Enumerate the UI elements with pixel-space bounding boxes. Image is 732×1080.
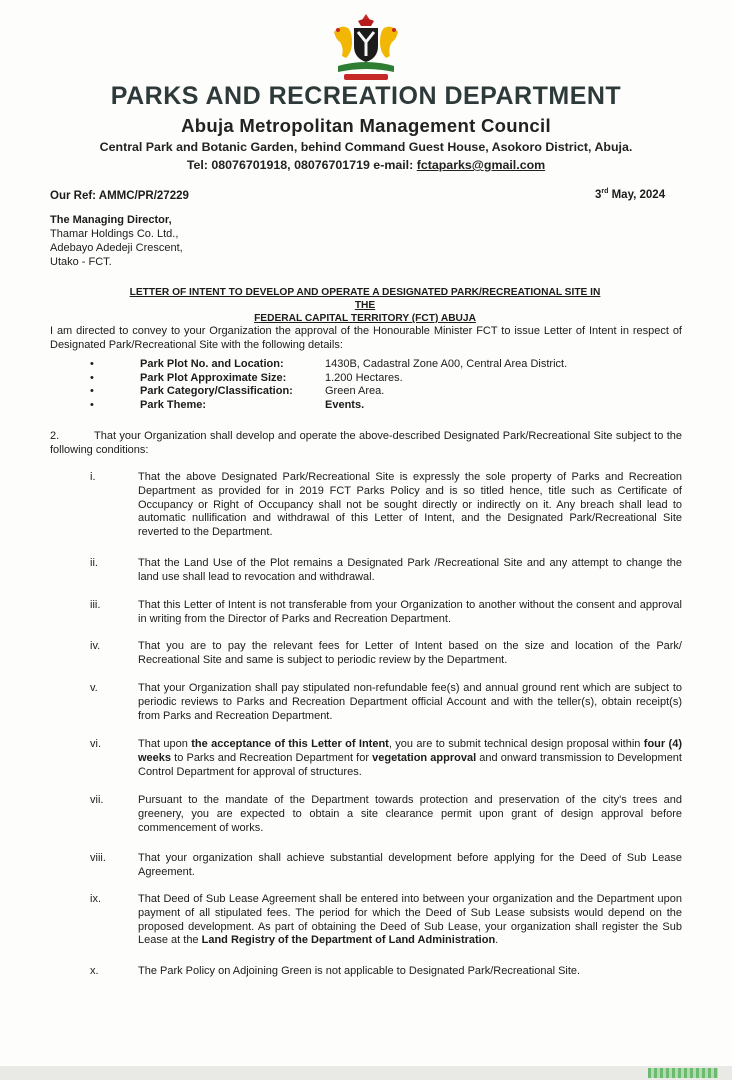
bullet-icon: • — [90, 385, 94, 397]
bold-run: Land Registry of the Department of Land Administration — [201, 934, 496, 947]
watermark-pattern — [648, 1068, 718, 1078]
text-run: That the above Designated Park/Recreational Site is expressly the sole property of Parks and Recreation Department as provided for in 2019 FCT Parks Policy and is so titled hence, title such as Certificate of Occupancy or Right of Occupancy shall not be sought directly or indirectly on it. Any breach shall lead to automatic nullification and withdrawal of this Letter of Intent, and the Designated Park/Recreational Site reverted to the Department. — [138, 471, 682, 539]
condition-text — [138, 557, 682, 585]
condition-text — [138, 471, 682, 540]
text-run: and onward transmission to Development Control Department for approval of structures. — [138, 751, 682, 778]
bullet-icon: • — [90, 358, 94, 370]
condition-text — [138, 852, 682, 880]
paragraph-2: 2. That your Organization shall develop and operate the above-described Designated Park/Recreational Site subject to the following conditions: — [50, 430, 682, 456]
condition-item: iv. That you are to pay the relevant fees for Letter of Intent based on the size and location of the Park/ Recreational Site and same is subject to periodic review by the Department. — [90, 640, 682, 666]
bullet-icon: • — [90, 398, 94, 411]
letterhead-address: Central Park and Botanic Garden, behind Command Guest House, Asokoro District, Abuja. — [99, 140, 633, 154]
text-run: to Parks and Recreation Department for — [171, 751, 373, 764]
recipient-line: The Managing Director, — [50, 214, 172, 226]
text-run: That your Organization shall pay stipulated non-refundable fee(s) and annual ground rent which are subject to periodic reviews to Parks and Recreation Department official Account and with the teller(s), obtain receipt(s) from Parks and Recreation Department. — [138, 682, 682, 722]
condition-item: vi. That upon the acceptance of this Letter of Intent, you are to submit technical design proposal within four (4) weeks to Parks and Recreation Department for vegetation approval and onward transmission to Development Control Department for approval of structures. — [90, 738, 682, 778]
detail-row: • Park Plot No. and Location: 1430B, Cadastral Zone A00, Central Area District. — [90, 358, 568, 370]
bold-run: the acceptance of this Letter of Intent — [191, 738, 389, 750]
recipient-line: Thamar Holdings Co. Ltd., — [50, 228, 179, 240]
council-name: Abuja Metropolitan Management Council — [181, 115, 551, 136]
letter-subject: LETTER OF INTENT TO DEVELOP AND OPERATE A DESIGNATED PARK/RECREATIONAL SITE IN THE FEDERAL CAPITAL TERRITORY (FCT) ABUJA — [129, 287, 601, 324]
text-run: That upon — [138, 738, 192, 750]
text-run: Pursuant to the mandate of the Department towards protection and preservation of the city's trees and greenery, you are expected to obtain a site clearance permit upon grant of design approval before commencement of works. — [138, 794, 682, 834]
condition-item: iii. That this Letter of Intent is not transferable from your Organization to another without the consent and approval in writing from the Director of Parks and Recreation Department. — [90, 599, 682, 625]
text-run: That your organization shall achieve substantial development before applying for the Deed of Sub Lease Agreement. — [138, 852, 682, 878]
condition-text — [138, 682, 682, 723]
detail-row: • Park Category/Classification: Green Area. — [90, 385, 385, 397]
condition-text — [138, 794, 682, 835]
bold-run: vegetation approval — [372, 751, 477, 764]
letterhead-contact — [0, 158, 732, 172]
condition-item: i. That the above Designated Park/Recreational Site is expressly the sole property of Parks and Recreation Department as provided for in 2019 FCT Parks Policy and is so titled hence, title such as Certificate of Occupancy or Right of Occupancy shall not be sought directly or indirectly on it. Any breach shall lead to automatic nullification and withdrawal of this Letter of Intent, and the Designated Park/Recreational Site reverted to the Department. — [90, 471, 682, 539]
text-run: . — [495, 934, 499, 947]
text-run: That you are to pay the relevant fees for Letter of Intent based on the size and location of the Park/ Recreational Site and same is subject to periodic review by the Department. — [138, 640, 682, 666]
detail-row: • Park Theme: Events. — [90, 398, 365, 411]
condition-text — [138, 965, 682, 979]
reference-number: Our Ref: AMMC/PR/27229 — [50, 190, 189, 202]
text-run: The Park Policy on Adjoining Green is not applicable to Designated Park/Recreational Site. — [138, 965, 581, 977]
recipient-address — [50, 213, 183, 269]
recipient-line: Adebayo Adedeji Crescent, — [50, 242, 183, 254]
condition-text — [138, 640, 682, 668]
text-run: That the Land Use of the Plot remains a Designated Park /Recreational Site and any attempt to change the land use shall lead to revocation and withdrawal. — [138, 557, 682, 583]
detail-row: • Park Plot Approximate Size: 1.200 Hectares. — [90, 371, 403, 384]
text-run: That this Letter of Intent is not transferable from your Organization to another without the consent and approval in writing from the Director of Parks and Recreation Department. — [138, 599, 682, 625]
telephone-text: Tel: 08076701918, 08076701719 e-mail: — [186, 158, 417, 172]
bullet-icon: • — [90, 371, 94, 384]
recipient-line: Utako - FCT. — [50, 256, 112, 268]
paragraph-number: 2. — [50, 430, 60, 442]
condition-item: ix. That Deed of Sub Lease Agreement shall be entered into between your organization and the Department upon payment of all stipulated fees. The period for which the Deed of Sub Lease subsists would depend on the proposed development. As part of obtaining the Deed of Sub Lease, your organization shall register the Sub Lease at the Land Registry of the Department of Land Administration. — [90, 893, 682, 947]
letter-date: 3rd May, 2024 — [595, 188, 666, 201]
text-run: , you are to submit technical design proposal within — [388, 738, 644, 750]
condition-item: x. The Park Policy on Adjoining Green is not applicable to Designated Park/Recreational Site. — [90, 965, 682, 979]
intro-paragraph: I am directed to convey to your Organization the approval of the Honourable Minister FCT to issue Letter of Intent in respect of Designated Park/Recreational Site with the following details: — [50, 325, 682, 351]
coat-of-arms-icon — [324, 12, 408, 84]
park-details-list — [90, 357, 645, 411]
bold-run: four (4) weeks — [138, 738, 682, 764]
condition-item: vii. Pursuant to the mandate of the Department towards protection and preservation of the city's trees and greenery, you are expected to obtain a site clearance permit upon grant of design approval before commencement of works. — [90, 794, 682, 834]
text-run: That Deed of Sub Lease Agreement shall be entered into between your organization and the Department upon payment of all stipulated fees. The period for which the Deed of Sub Lease subsists would depend on the proposed development. As part of obtaining the Deed of Sub Lease, your organization shall register the Sub Lease at the — [138, 893, 682, 947]
condition-text — [138, 893, 682, 948]
condition-item: viii. That your organization shall achieve substantial development before applying for the Deed of Sub Lease Agreement. — [90, 852, 682, 878]
condition-item: ii. That the Land Use of the Plot remains a Designated Park /Recreational Site and any attempt to change the land use shall lead to revocation and withdrawal. — [90, 557, 682, 583]
scan-footer-strip — [0, 1066, 732, 1080]
condition-text — [138, 738, 682, 779]
email-link[interactable]: fctaparks@gmail.com — [416, 158, 546, 172]
department-name: PARKS AND RECREATION DEPARTMENT — [110, 82, 622, 110]
condition-item: v. That your Organization shall pay stipulated non-refundable fee(s) and annual ground rent which are subject to periodic reviews to Parks and Recreation Department official Account and with the teller(s), obtain receipt(s) from Parks and Recreation Department. — [90, 682, 682, 722]
condition-text — [138, 599, 682, 627]
